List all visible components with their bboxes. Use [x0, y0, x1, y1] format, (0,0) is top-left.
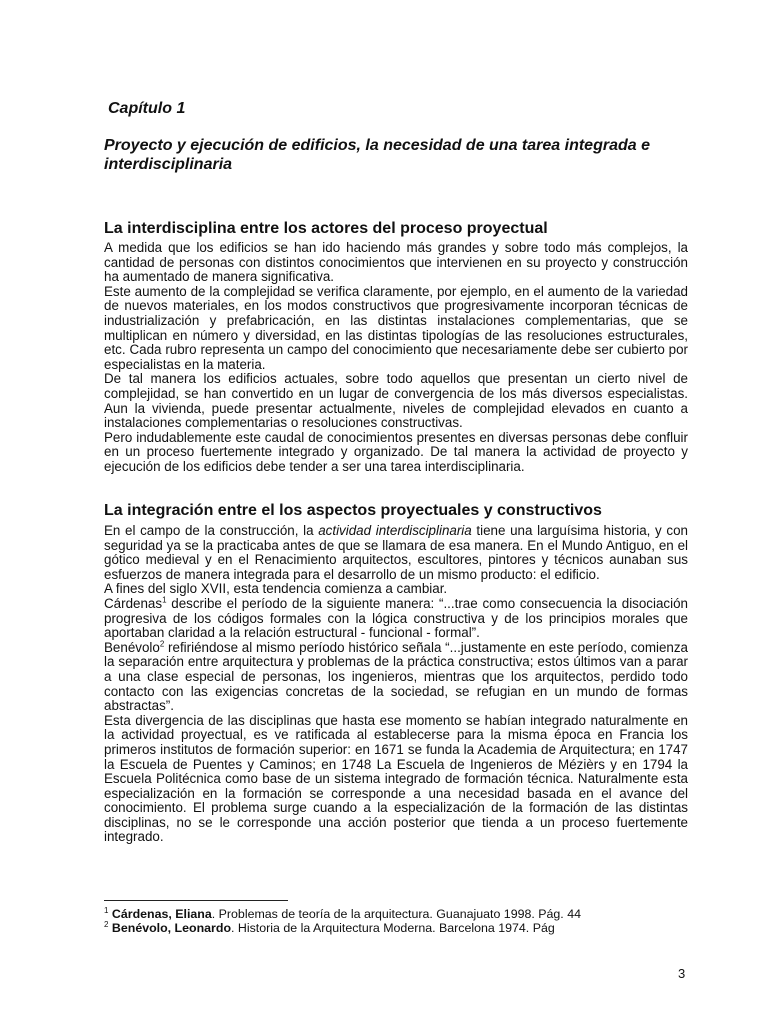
paragraph: Esta divergencia de las disciplinas que hasta ese momento se habían integrado naturalmente en la actividad proyectual, es ve ratificada al establecerse para la misma época en Francia los primeros institutos de formación superior: en 1671 se funda la Academia de Arquitectura; en 1747 la Escuela de Puentes y Caminos; en 1748 La Escuela de Ingenieros de Mézièrs y en 1794 la Escuela Politécnica como base de un sistema integrado de formación técnica. Naturalmente esta especialización en la formación se corresponde a una necesidad basada en el avance del conocimiento. El problema surge cuando a la especialización de la formación de las distintas disciplinas, no se le corresponde una acción posterior que tienda a un proceso fuertemente integrado.: [104, 712, 688, 845]
footnote-2: $^2$ Benévolo, Leonardo. Historia de la Arquitectura Moderna. Barcelona 1974. Pág: [104, 919, 555, 935]
paragraph: Pero indudablemente este caudal de conocimientos presentes en diversas personas debe confluir en un proceso fuertemente integrado y organizado. De tal manera la actividad de proyecto y ejecución de los edificios debe tender a ser una tarea interdisciplinaria.: [104, 429, 688, 474]
section-heading-interdisciplina: La interdisciplina entre los actores del proceso proyectual: [104, 220, 548, 237]
footnote-ref: 1: [162, 595, 167, 605]
page-number: 3: [678, 966, 686, 981]
section-heading-integracion: La integración entre el los aspectos proyectuales y constructivos: [104, 502, 602, 519]
paragraph: Este aumento de la complejidad se verifica claramente, por ejemplo, en el aumento de la variedad de nuevos materiales, en los modos constructivos que progresivamente incorporan técnicas de industrialización y prefabricación, en las distintas instalaciones complementarias, que se multiplican en número y diversidad, en las distintas tipologías de las resoluciones estructurales, etc. Cada rubro representa un campo del conocimiento que necesariamente debe ser cubierto por especialistas en la materia.: [104, 283, 688, 372]
section-body-interdisciplina: [104, 241, 688, 475]
paragraph: De tal manera los edificios actuales, sobre todo aquellos que presentan un cierto nivel de complejidad, se han convertido en un lugar de convergencia de los más diversos especialistas. Aun la vivienda, puede presentar actualmente, niveles de complejidad elevados en cuanto a instalaciones complementarias o resoluciones constructivas.: [104, 371, 688, 431]
footnote-ref: 2: [159, 639, 165, 649]
section-body-integracion: [104, 524, 688, 845]
chapter-label: Capítulo 1: [108, 100, 186, 117]
paragraph: Benévolo$^2$ refiriéndose al mismo período histórico señala “...justamente en este período, comienza la separación entre arquitectura y problemas de la práctica constructiva; estos últimos van a parar a una clase especial de personas, los ingenieros, mientras que los arquitectos, perdido todo contacto con las exigencias concretas de la sociedad, se refugian en un mundo de formas abstractas”.: [104, 639, 688, 714]
footnote-author: Cárdenas, Eliana: [111, 907, 212, 921]
footnote-author: Benévolo, Leonardo: [111, 921, 232, 935]
paragraph: A fines del siglo XVII, esta tendencia comienza a cambiar.: [104, 581, 448, 597]
paragraph: Cárdenas$^1$ describe el período de la siguiente manera: “...trae como consecuencia la disociación progresiva de los códigos formales con la lógica constructiva y de los principios morales que aportaban claridad a la relación estructural - funcional - formal”.: [104, 595, 688, 641]
paragraph: A medida que los edificios se han ido haciendo más grandes y sobre todo más complejos, la cantidad de personas con distintos conocimientos que intervienen en su proyecto y construcción ha aumentado de manera significativa.: [104, 240, 688, 285]
footnote-1: $^1$ Cárdenas, Eliana. Problemas de teoría de la arquitectura. Guanajuato 1998. Pág. 44: [104, 905, 581, 921]
footnote-divider: [104, 900, 288, 901]
chapter-title: Proyecto y ejecución de edificios, la necesidad de una tarea integrada e interdisciplinaria: [104, 137, 650, 173]
paragraph: En el campo de la construcción, la actividad interdisciplinaria tiene una larguísima historia, y con seguridad ya se la practicaba antes de que se llamara de esa manera. En el Mundo Antiguo, en el gótico medieval y en el Renacimiento arquitectos, escultores, pintores y técnicos aunaban sus esfuerzos de manera integrada para el desarrollo de un mismo producto: el edificio.: [104, 523, 688, 582]
emphasis: actividad interdisciplinaria: [318, 523, 472, 538]
